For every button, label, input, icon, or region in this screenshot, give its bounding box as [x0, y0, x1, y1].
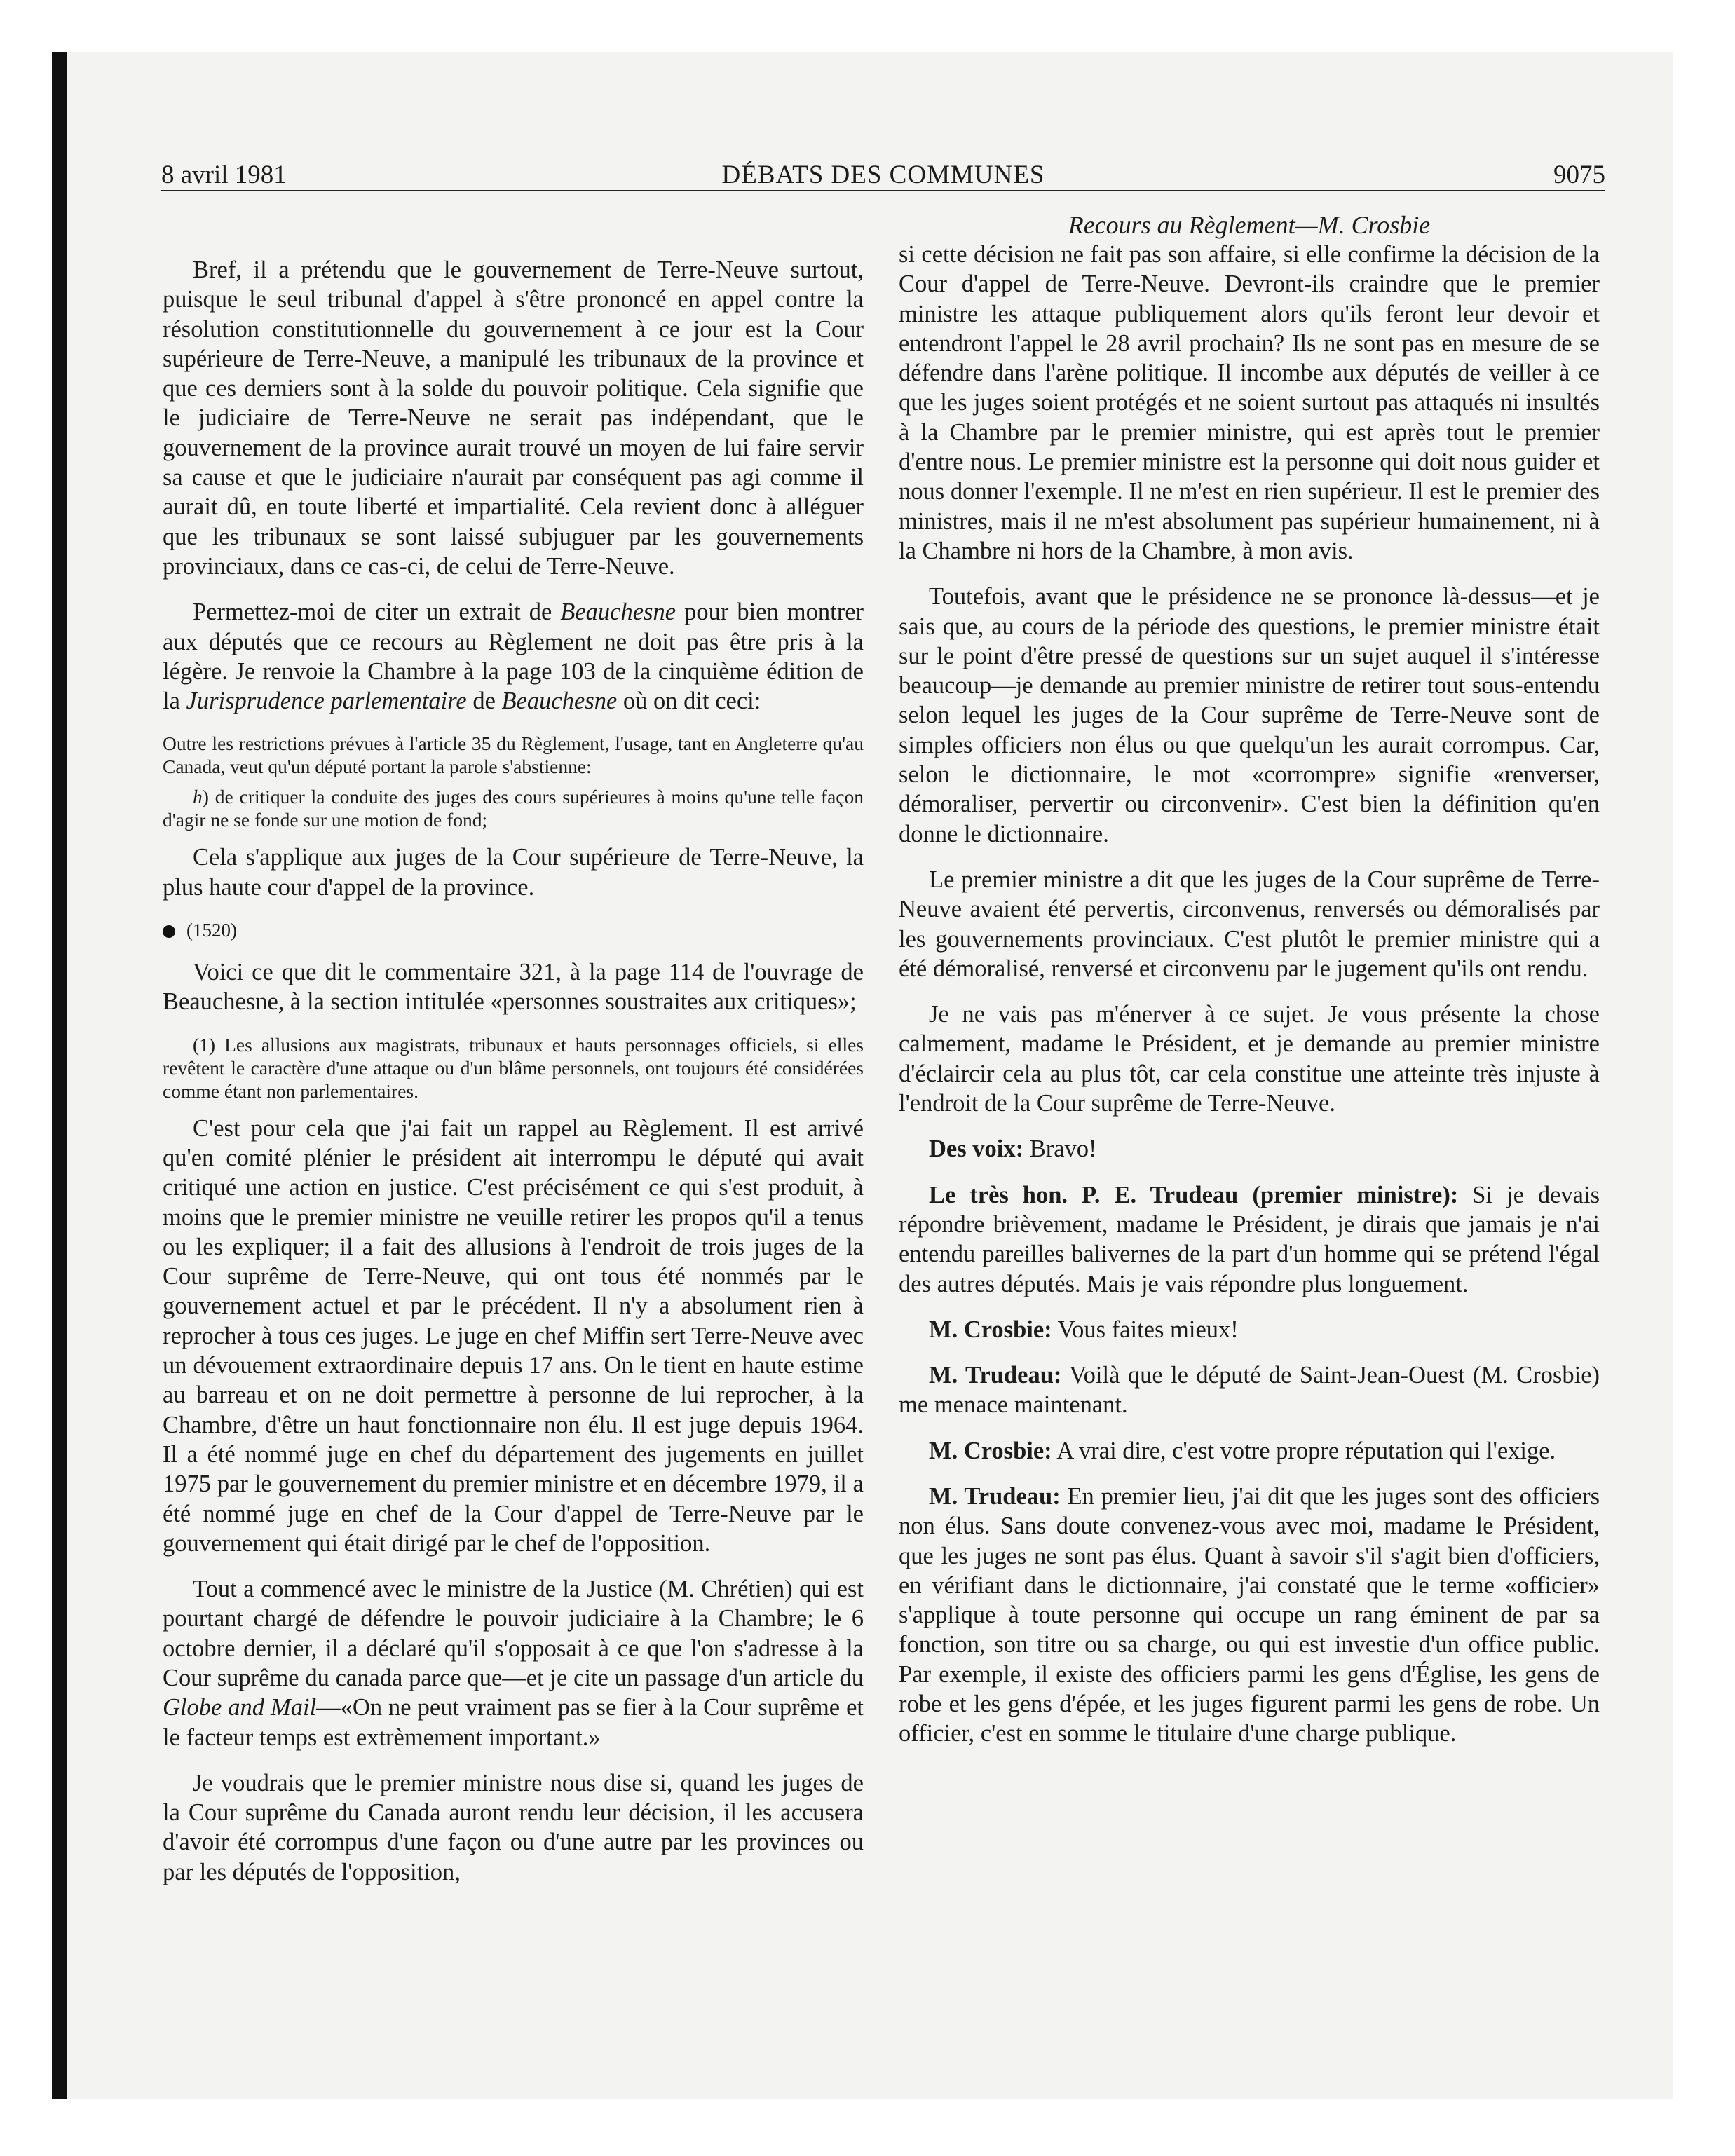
speaker-name: M. Trudeau:	[929, 1482, 1061, 1510]
speaker-name: M. Crosbie:	[929, 1316, 1052, 1343]
speech: Des voix: Bravo!	[929, 1135, 1097, 1163]
citation-title: Beauchesne	[501, 688, 618, 715]
speech: M. Crosbie: Vous faites mieux!	[929, 1316, 1239, 1343]
left-column	[163, 210, 864, 2005]
speech: M. Trudeau: Voilà que le député de Saint-Jean-Ouest (M. Crosbie) me menace maintenant.	[899, 1362, 1600, 1419]
time-marker: (1520)	[163, 918, 864, 942]
paragraph: C'est pour cela que j'ai fait un rappel au Règlement. Il est arrivé qu'en comité plénier le président ait interrompu le député qui avait critiqué une action en justice. C'est précisément ce qui s'est produit, à moins que le premier ministre ne veuille retirer les propos qu'il a tenus ou les expliquer; il a fait des allusions à l'endroit de trois juges de la Cour suprême de Terre-Neuve, qui ont tous été nommés par le gouvernement actuel et par le précédent. Il n'y a absolument rien à reprocher à tous ces juges. Le juge en chef Miffin sert Terre-Neuve avec un dévouement extraordinaire depuis 17 ans. On le tient en haute estime au barreau et on ne doit permettre à personne de lui reprocher, à la Chambre, d'être un haut fonctionnaire non élu. Il est juge depuis 1964. Il a été nommé juge en chef du département des jugements en juillet 1975 par le gouvernement du premier ministre et en décembre 1979, il a été nommé juge en chef de la Cour d'appel de Terre-Neuve par le gouvernement qui était dirigé par le chef de l'opposition.	[163, 1114, 864, 1557]
paragraph: Toutefois, avant que le présidence ne se prononce là-dessus—et je sais que, au cours de la période des questions, le premier ministre était sur le point d'être pressé de questions sur un sujet auquel il s'intéresse beaucoup—je demande au premier ministre de retirer tout sous-entendu selon lequel les juges de la Cour suprême de Terre-Neuve sont de simples officiers non élus ou que quelqu'un les aurait corrompus. Car, selon le dictionnaire, le mot «corrompre» signifie «renverser, démoraliser, pervertir ou circonvenir». C'est bien la définition qu'en donne le dictionnaire.	[899, 583, 1600, 847]
citation-title: Globe and Mail	[163, 1694, 317, 1721]
scan-edge	[52, 52, 67, 2099]
paragraph: Bref, il a prétendu que le gouvernement de Terre-Neuve surtout, puisque le seul tribunal d'appel à s'être prononcé en appel contre la résolution constitutionnelle du gouvernement à ce jour est la Cour supérieure de Terre-Neuve, a manipulé les tribunaux de la province et que ces derniers sont à la solde du pouvoir politique. Cela signifie que le judiciaire de Terre-Neuve ne serait pas indépendant, que le gouvernement de la province aurait trouvé un moyen de lui faire servir sa cause et que le judiciaire n'aurait par conséquent pas agi comme il aurait dû, en toute liberté et impartialité. Cela revient donc à alléguer que les tribunaux se sont laissé subjuguer par les gouvernements provinciaux, dans ce cas-ci, de celui de Terre-Neuve.	[163, 257, 864, 580]
running-head: Recours au Règlement—M. Crosbie	[1068, 211, 1431, 239]
paragraph: Le premier ministre a dit que les juges de la Cour suprême de Terre-Neuve avaient été pervertis, circonvenus, renversés ou démoralisés par les gouvernements provinciaux. C'est plutôt le premier ministre qui a été démoralisé, renversé et circonvenu par le jugement qu'ils ont rendu.	[899, 866, 1600, 982]
paragraph: Cela s'applique aux juges de la Cour supérieure de Terre-Neuve, la plus haute cour d'appel de la province.	[163, 844, 864, 901]
paragraph: si cette décision ne fait pas son affaire, si elle confirme la décision de la Cour d'appel de Terre-Neuve. Devront-ils craindre que le premier ministre les attaque publiquement alors qu'ils feront leur devoir et entendront l'appel le 28 avril prochain? Ils ne sont pas en mesure de se défendre dans l'arène politique. Il incombe aux députés de veiller à ce que les juges soient protégés et ne soient surtout pas attaqués ni insultés à la Chambre par le premier ministre, qui est après tout le premier d'entre nous. Le premier ministre est la personne qui doit nous guider et nous donner l'exemple. Il ne m'est en rien supérieur. Il est le premier des ministres, mais il ne m'est absolument pas supérieur humainement, ni à la Chambre ni hors de la Chambre, à mon avis.	[899, 241, 1600, 564]
paragraph: Tout a commencé avec le ministre de la Justice (M. Chrétien) qui est pourtant chargé de défendre le pouvoir judiciaire à la Chambre; le 6 octobre dernier, il a déclaré qu'il s'opposait à ce que l'on s'adresse à la Cour suprême du canada parce que—et je cite un passage d'un article du Globe and Mail—«On ne peut vraiment pas se fier à la Cour suprême et le facteur temps est extrèmement important.»	[163, 1576, 864, 1751]
speaker-name: Le très hon. P. E. Trudeau (premier ministre):	[929, 1181, 1459, 1208]
bullet-icon	[163, 925, 175, 938]
header-rule	[161, 190, 1605, 191]
paragraph: Je voudrais que le premier ministre nous dise si, quand les juges de la Cour suprême du Canada auront rendu leur décision, il les accusera d'avoir été corrompus d'une façon ou d'une autre par les provinces ou par les députés de l'opposition,	[163, 1769, 864, 1885]
citation-title: Beauchesne	[560, 599, 676, 626]
citation-title: Jurisprudence parlementaire	[186, 688, 467, 715]
speaker-name: M. Crosbie:	[929, 1437, 1052, 1464]
speech: M. Trudeau: En premier lieu, j'ai dit que les juges sont des officiers non élus. Sans doute convenez-vous avec moi, madame le Président, que les juges ne sont pas élus. Quant à savoir s'il s'agit bien d'officiers, en vérifiant dans le dictionnaire, j'ai constaté que le terme «officier» s'applique à toute personne qui occupe un rang éminent de par sa fonction, son titre ou sa charge, ou qui est investie d'un office public. Par exemple, il existe des officiers parmi les gens d'Église, les gens de robe et les gens d'épée, et les juges figurent parmi les gens de robe. Un officier, c'est en somme le titulaire d'une charge publique.	[899, 1482, 1600, 1747]
paragraph: Voici ce que dit le commentaire 321, à la page 114 de l'ouvrage de Beauchesne, à la section intitulée «personnes soustraites aux critiques»;	[163, 959, 864, 1016]
header-title: DÉBATS DES COMMUNES	[721, 161, 1045, 189]
speech: Le très hon. P. E. Trudeau (premier ministre): Si je devais répondre brièvement, madame le Président, je dirais que jamais je n'ai entendu pareilles balivernes de la part d'un homme qui se prétend l'égal des autres députés. Mais je vais répondre plus longuement.	[899, 1181, 1600, 1297]
block-quote: h) de critiquer la conduite des juges des cours supérieures à moins qu'une telle façon d'agir ne se fonde sur une motion de fond;	[163, 786, 864, 831]
paragraph: Je ne vais pas m'énerver à ce sujet. Je vous présente la chose calmement, madame le Président, et je demande au premier ministre d'éclaircir cela au plus tôt, car cela constitue une atteinte très injuste à l'endroit de la Cour suprême de Terre-Neuve.	[899, 1001, 1600, 1117]
speech: M. Crosbie: A vrai dire, c'est votre propre réputation qui l'exige.	[929, 1437, 1556, 1464]
header-date: 8 avril 1981	[161, 161, 287, 189]
right-column	[899, 210, 1600, 2005]
block-quote: (1) Les allusions aux magistrats, tribunaux et hauts personnages officiels, si elles revêtent le caractère d'une attaque ou d'un blâme personnels, ont toujours été considérées comme étant non parlementaires.	[163, 1033, 864, 1102]
block-quote: Outre les restrictions prévues à l'article 35 du Règlement, l'usage, tant en Angleterre qu'au Canada, veut qu'un député portant la parole s'abstienne:	[163, 732, 864, 778]
speaker-name: Des voix:	[929, 1135, 1024, 1163]
header-page-number: 9075	[1553, 161, 1605, 189]
speaker-name: M. Trudeau:	[929, 1362, 1062, 1389]
page-header	[161, 160, 1605, 193]
paragraph: Permettez-moi de citer un extrait de Beauchesne pour bien montrer aux députés que ce recours au Règlement ne doit pas être pris à la légère. Je renvoie la Chambre à la page 103 de la cinquième édition de la Jurisprudence parlementaire de Beauchesne où on dit ceci:	[163, 599, 864, 715]
